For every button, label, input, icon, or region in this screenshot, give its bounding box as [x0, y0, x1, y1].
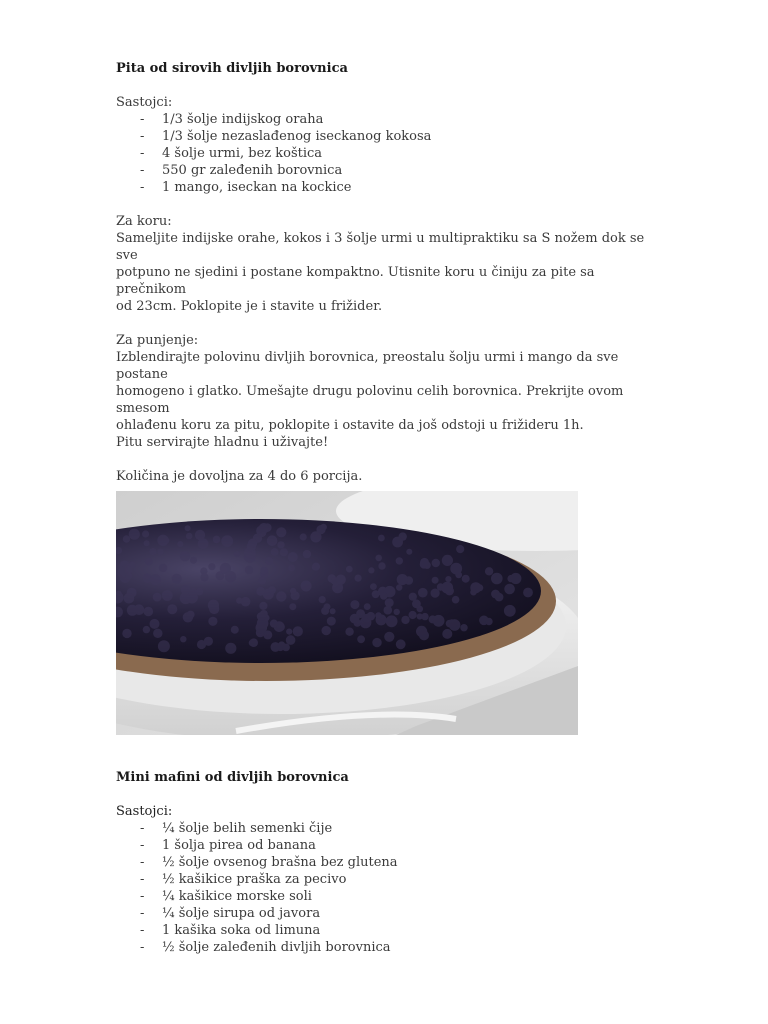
- recipe1-ingredients-label: Sastojci:: [116, 95, 173, 110]
- list-marker: -: [140, 906, 145, 921]
- list-item: [116, 820, 656, 837]
- recipe2-title: Mini mafini od divljih borovnica: [116, 770, 349, 785]
- list-item: [116, 162, 656, 179]
- ingredient-text: 1 kašika soka od limuna: [162, 923, 321, 938]
- ingredient-text: ¼ kašikice morske soli: [162, 889, 312, 904]
- list-marker: -: [140, 838, 145, 853]
- recipe1-filling-text: Izblendirajte polovinu divljih borovnica, preostalu šolju urmi i mango da sve postane homogeno i glatko. Umešajte drugu polovinu celih borovnica. Prekrijte ovom smesom ohlađenu koru za pitu, poklopite i ostavite da još odstoji u frižideru 1h. Pitu servirajte hladnu i uživajte!: [116, 350, 624, 450]
- list-marker: -: [140, 940, 145, 955]
- list-marker: -: [140, 872, 145, 887]
- ingredient-text: ¼ šolje sirupa od javora: [162, 906, 321, 921]
- ingredient-text: ¼ šolje belih semenki čije: [162, 821, 333, 836]
- recipe1-ingredients-list: [116, 111, 656, 196]
- list-item: [116, 922, 656, 939]
- recipe1-title: Pita od sirovih divljih borovnica: [116, 61, 348, 76]
- recipe1-servings: Količina je dovoljna za 4 do 6 porcija.: [116, 469, 363, 484]
- list-item: [116, 145, 656, 162]
- list-item: [116, 939, 656, 956]
- list-item: [116, 888, 656, 905]
- list-marker: -: [140, 923, 145, 938]
- list-item: [116, 854, 656, 871]
- list-marker: -: [140, 821, 145, 836]
- ingredient-text: 4 šolje urmi, bez koštica: [162, 146, 323, 161]
- list-marker: -: [140, 889, 145, 904]
- ingredient-text: ½ kašikice praška za pecivo: [162, 872, 347, 887]
- list-marker: -: [140, 180, 145, 195]
- recipe1-filling-label: Za punjenje:: [116, 333, 199, 348]
- ingredient-text: 550 gr zaleđenih borovnica: [162, 163, 343, 178]
- ingredient-text: 1/3 šolje indijskog oraha: [162, 112, 324, 127]
- ingredient-text: 1 mango, iseckan na kockice: [162, 180, 352, 195]
- list-marker: -: [140, 129, 145, 144]
- ingredient-text: 1 šolja pirea od banana: [162, 838, 316, 853]
- list-item: [116, 871, 656, 888]
- recipe2-ingredients-list: [116, 820, 656, 956]
- ingredient-text: ½ šolje ovsenog brašna bez glutena: [162, 855, 398, 870]
- blueberry-pie-photo: [116, 491, 578, 735]
- ingredient-text: 1/3 šolje nezaslađenog iseckanog kokosa: [162, 129, 432, 144]
- recipe1-crust-label: Za koru:: [116, 214, 172, 229]
- list-marker: -: [140, 163, 145, 178]
- document-page: [116, 60, 656, 956]
- list-item: [116, 837, 656, 854]
- ingredient-text: ½ šolje zaleđenih divljih borovnica: [162, 940, 391, 955]
- list-item: [116, 179, 656, 196]
- list-item: [116, 111, 656, 128]
- list-item: [116, 905, 656, 922]
- list-marker: -: [140, 855, 145, 870]
- list-marker: -: [140, 146, 145, 161]
- list-marker: -: [140, 112, 145, 127]
- recipe2-ingredients-label: Sastojci:: [116, 804, 173, 819]
- list-item: [116, 128, 656, 145]
- recipe1-crust-text: Sameljite indijske orahe, kokos i 3 šolje urmi u multipraktiku sa S nožem dok se sve potpuno ne sjedini i postane kompaktno. Utisnite koru u činiju za pite sa prečnikom od 23cm. Poklopite je i stavite u frižider.: [116, 231, 645, 314]
